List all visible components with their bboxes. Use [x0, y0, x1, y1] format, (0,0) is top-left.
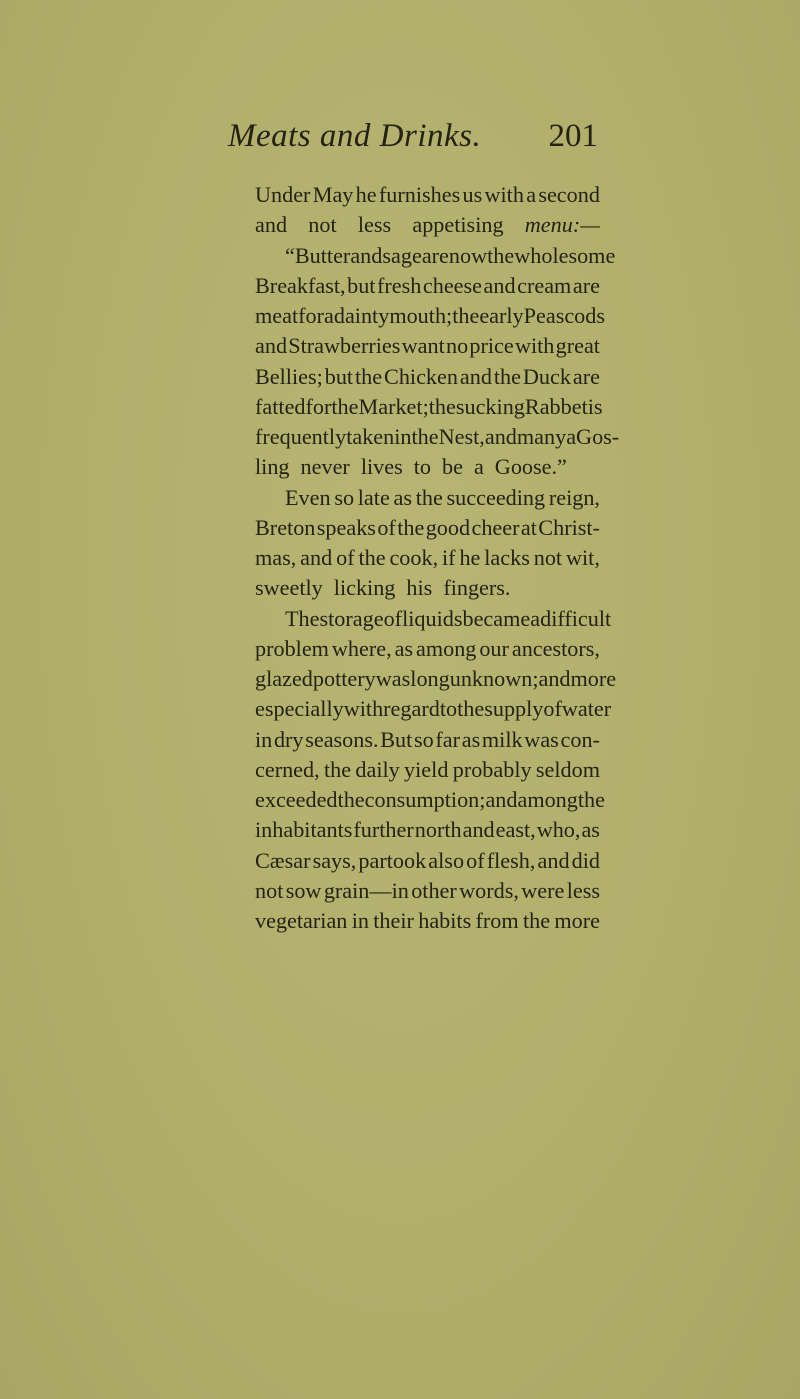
word: in: [394, 424, 412, 449]
word: among: [517, 787, 578, 812]
word: inhabitants: [255, 817, 353, 843]
word: lacks: [484, 545, 530, 570]
word: frequently: [255, 424, 347, 449]
word: are: [421, 242, 449, 268]
word: were: [521, 877, 565, 903]
word: difficult: [540, 605, 612, 631]
word: grain—in: [323, 877, 409, 903]
word: from: [475, 908, 519, 933]
word: of: [383, 605, 403, 631]
word: the: [522, 908, 551, 933]
text-line: [255, 483, 600, 513]
word: who,: [536, 817, 581, 843]
word: Chicken: [384, 363, 458, 389]
word: a: [526, 182, 537, 207]
word: Breton: [255, 514, 316, 540]
word: the: [452, 303, 480, 328]
word: liquids: [402, 605, 463, 631]
word: sow: [285, 877, 322, 903]
word: words,: [459, 877, 519, 903]
word: are: [572, 363, 600, 389]
word: of: [466, 847, 485, 873]
word: glazed: [255, 666, 313, 691]
word: want: [401, 333, 445, 359]
word: cook,: [389, 545, 439, 570]
word: and: [537, 847, 570, 873]
word: and: [483, 272, 516, 298]
word: supply: [484, 696, 544, 722]
word: their: [373, 908, 414, 933]
word: the: [493, 363, 521, 389]
word: as: [394, 635, 414, 661]
word: furnishes: [378, 182, 461, 207]
word: to: [439, 696, 458, 722]
word: not: [308, 212, 337, 238]
text-line: [255, 271, 600, 301]
word: north: [414, 817, 462, 843]
word: as: [393, 484, 412, 510]
word: if: [442, 545, 456, 570]
word: a: [324, 303, 334, 328]
text-line: [255, 846, 600, 876]
word: more: [570, 666, 617, 691]
text-line: [255, 815, 600, 845]
word: probably: [452, 756, 532, 782]
word: he: [355, 182, 377, 207]
text-line: [255, 755, 600, 785]
word: us: [462, 182, 483, 207]
word: and: [300, 545, 333, 570]
word: of: [336, 545, 355, 570]
page-number: 201: [548, 118, 598, 154]
word: a: [530, 605, 541, 631]
word: But: [380, 726, 413, 752]
text-line: [255, 422, 620, 452]
word: and: [485, 787, 518, 812]
word: as: [461, 726, 481, 752]
word: Christ-: [538, 514, 600, 540]
word: in: [351, 908, 369, 933]
word: with: [484, 182, 524, 207]
word: taken: [346, 424, 395, 449]
word: of: [377, 514, 396, 540]
word: water: [561, 696, 612, 722]
word: dry: [273, 726, 304, 752]
word: sweetly: [255, 575, 323, 601]
word: but: [347, 272, 376, 298]
text-line: [255, 876, 600, 906]
text-line: [255, 785, 605, 815]
word: Even: [285, 484, 331, 510]
word: to: [413, 454, 431, 480]
body-text: [255, 180, 620, 936]
word: for: [305, 393, 332, 419]
word: flesh,: [486, 847, 536, 873]
word: he: [459, 545, 481, 570]
word: with: [343, 696, 384, 722]
word: says,: [312, 847, 357, 873]
word: and: [255, 333, 288, 359]
word: his: [406, 575, 433, 601]
word: price: [469, 333, 514, 359]
word: now: [448, 242, 488, 268]
text-line: [255, 725, 600, 755]
word: and: [484, 424, 517, 449]
word: ancestors,: [511, 635, 600, 661]
word: long: [410, 666, 450, 691]
word: mouth;: [389, 303, 453, 328]
word: daily: [355, 756, 400, 782]
word: fatted: [255, 393, 306, 419]
word: early: [479, 303, 524, 328]
word: Under: [255, 182, 311, 207]
word: sucking: [455, 393, 525, 419]
word: no: [445, 333, 469, 359]
word: Strawberries: [288, 333, 401, 359]
word: other: [411, 877, 457, 903]
word: Peascods: [523, 303, 605, 328]
word: Gos-: [576, 424, 620, 449]
word: east,: [495, 817, 536, 843]
word: problem: [255, 635, 329, 661]
word: speaks: [316, 514, 376, 540]
word: cheer: [471, 514, 520, 540]
word: ling: [255, 454, 290, 480]
word: succeeding: [446, 484, 546, 510]
text-line: [255, 664, 617, 694]
word: in: [255, 726, 273, 752]
word: Market;: [358, 393, 429, 419]
word: was: [524, 726, 559, 752]
word: pottery: [312, 666, 376, 691]
word: wholesome: [514, 242, 616, 268]
word: Cæsar: [255, 847, 311, 873]
word: late: [357, 484, 390, 510]
word: “: [285, 242, 295, 268]
text-line: [255, 543, 600, 573]
text-line: [255, 573, 600, 603]
word: a: [566, 424, 577, 449]
word: more: [554, 908, 600, 933]
word: wit,: [565, 545, 600, 570]
word: the: [411, 424, 439, 449]
word: Breakfast,: [255, 272, 346, 298]
text-line: [255, 210, 600, 240]
word: was: [375, 666, 411, 691]
text-line: [255, 392, 603, 422]
word: regard: [383, 696, 440, 722]
word: reign,: [548, 484, 600, 510]
word: the: [577, 787, 605, 812]
word: May: [312, 182, 354, 207]
word: the: [323, 756, 352, 782]
word: licking: [333, 575, 396, 601]
word: further: [353, 817, 414, 843]
word: as: [581, 817, 600, 843]
word: fresh: [376, 272, 422, 298]
word: did: [571, 847, 600, 873]
word: and: [350, 242, 383, 268]
word: the: [415, 484, 443, 510]
word: the: [397, 514, 425, 540]
word: good: [425, 514, 471, 540]
word: cerned,: [255, 756, 320, 782]
text-line: [255, 362, 600, 392]
word: meat: [255, 303, 299, 328]
word: among: [416, 635, 477, 661]
word: less: [566, 877, 600, 903]
word: the: [337, 787, 365, 812]
word: not: [533, 545, 563, 570]
word: Butter: [294, 242, 351, 268]
word: so: [414, 726, 434, 752]
word: milk: [481, 726, 523, 752]
word: never: [300, 454, 350, 480]
running-title: Meats and Drinks.: [228, 118, 482, 154]
word: menu:—: [524, 212, 600, 238]
word: be: [441, 454, 463, 480]
word: Nest,: [438, 424, 485, 449]
word: at: [520, 514, 537, 540]
word: lives: [360, 454, 403, 480]
word: cheese: [422, 272, 482, 298]
word: the: [358, 545, 386, 570]
word: and: [538, 666, 571, 691]
word: not: [255, 877, 284, 903]
text-line: [255, 513, 600, 543]
word: especially: [255, 696, 344, 722]
word: many: [516, 424, 567, 449]
word: and: [462, 817, 495, 843]
text-line: [255, 180, 600, 210]
word: great: [555, 333, 600, 359]
running-head: [228, 118, 598, 162]
word: for: [298, 303, 324, 328]
text-line: [255, 694, 612, 724]
word: with: [514, 333, 555, 359]
text-line: [255, 906, 600, 936]
word: the: [355, 363, 383, 389]
text-line: [255, 301, 605, 331]
word: vegetarian: [255, 908, 348, 933]
word: less: [357, 212, 392, 238]
word: also: [428, 847, 465, 873]
word: Bellies;: [255, 363, 323, 389]
text-line: [255, 452, 600, 482]
word: Rabbet: [524, 393, 588, 419]
word: our: [479, 635, 509, 661]
word: the: [457, 696, 485, 722]
text-line: [255, 331, 600, 361]
word: The: [285, 605, 320, 631]
word: second: [538, 182, 600, 207]
word: but: [324, 363, 354, 389]
word: fingers.: [443, 575, 511, 601]
word: and: [255, 212, 288, 238]
word: con-: [560, 726, 600, 752]
word: far: [435, 726, 461, 752]
word: is: [587, 393, 603, 419]
word: the: [331, 393, 359, 419]
word: and: [459, 363, 492, 389]
word: where,: [331, 635, 392, 661]
text-line: [255, 634, 600, 664]
word: so: [334, 484, 355, 510]
word: Goose.”: [494, 454, 567, 480]
word: seldom: [535, 756, 600, 782]
word: yield: [404, 756, 449, 782]
word: of: [543, 696, 562, 722]
word: a: [473, 454, 484, 480]
word: Duck: [522, 363, 571, 389]
word: habits: [418, 908, 472, 933]
word: the: [428, 393, 456, 419]
text-line: [255, 241, 616, 271]
word: exceeded: [255, 787, 338, 812]
word: partook: [358, 847, 427, 873]
word: consumption;: [364, 787, 486, 812]
text-line: [255, 604, 612, 634]
word: sage: [382, 242, 422, 268]
word: seasons.: [305, 726, 379, 752]
word: unknown;: [449, 666, 539, 691]
word: the: [487, 242, 515, 268]
word: became: [462, 605, 531, 631]
word: cream: [517, 272, 572, 298]
word: appetising: [412, 212, 504, 238]
word: dainty: [333, 303, 390, 328]
word: storage: [319, 605, 384, 631]
word: mas,: [255, 545, 297, 570]
word: are: [572, 272, 600, 298]
